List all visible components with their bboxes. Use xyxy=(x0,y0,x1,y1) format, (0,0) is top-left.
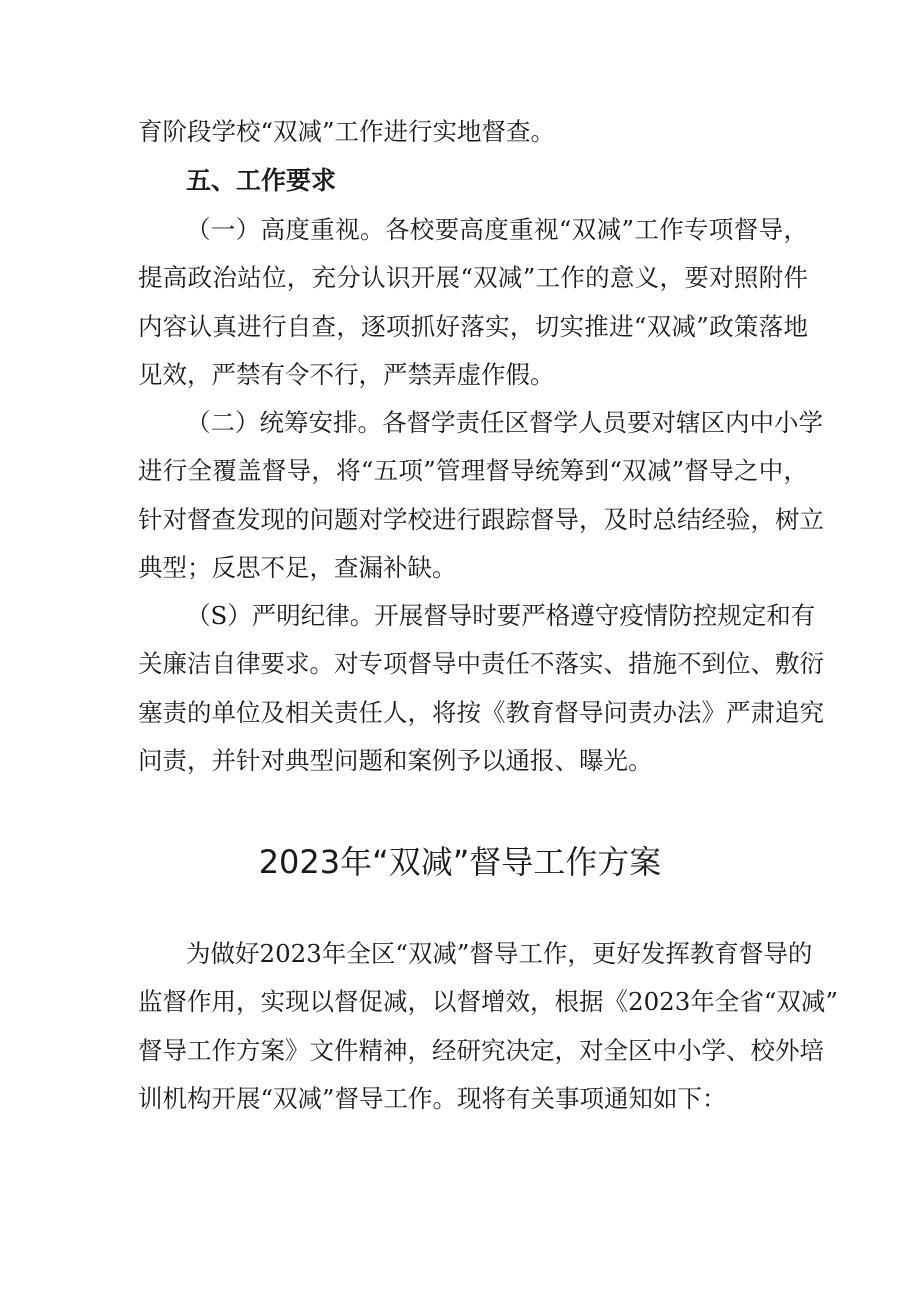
paragraph-line: 督导工作方案》文件精神，经研究决定，对全区中小学、校外培 xyxy=(138,1036,824,1065)
paragraph-line: 提高政治站位，充分认识开展“双减”工作的意义，要对照附件 xyxy=(138,263,808,292)
paragraph-line: 进行全覆盖督导，将“五项”管理督导统筹到“双减”督导之中， xyxy=(138,456,808,485)
continuation-line: 育阶段学校“双减”工作进行实地督查。 xyxy=(138,117,556,146)
paragraph-line: 为做好2023年全区“双减”督导工作，更好发挥教育督导的 xyxy=(186,939,813,968)
paragraph-line: （二）统筹安排。各督学责任区督学人员要对辖区内中小学 xyxy=(186,408,823,437)
paragraph-line: 典型；反思不足，查漏补缺。 xyxy=(138,553,457,582)
paragraph-line: （一）高度重视。各校要高度重视“双减”工作专项督导， xyxy=(186,215,808,244)
paragraph-line: 训机构开展“双减”督导工作。现将有关事项通知如下： xyxy=(138,1084,727,1113)
paragraph-line: 见效，严禁有令不行，严禁弄虚作假。 xyxy=(138,360,555,389)
section-heading-work-requirements: 五、工作要求 xyxy=(186,166,337,195)
paragraph-line: 针对督查发现的问题对学校进行跟踪督导，及时总结经验，树立 xyxy=(138,505,824,534)
paragraph-line: （S）严明纪律。开展督导时要严格遵守疫情防控规定和有 xyxy=(186,601,816,630)
paragraph-line: 问责，并针对典型问题和案例予以通报、曝光。 xyxy=(138,746,653,775)
paragraph-line: 内容认真进行自查，逐项抓好落实，切实推进“双减”政策落地 xyxy=(138,312,808,341)
paragraph-line: 关廉洁自律要求。对专项督导中责任不落实、措施不到位、敷衍 xyxy=(138,649,824,678)
paragraph-line: 塞责的单位及相关责任人，将按《教育督导问责办法》严肃追究 xyxy=(138,698,824,727)
document-title: 2023年“双减”督导工作方案 xyxy=(258,843,662,881)
paragraph-line: 监督作用，实现以督促减，以督增效，根据《2023年全省“双减” xyxy=(138,987,838,1016)
